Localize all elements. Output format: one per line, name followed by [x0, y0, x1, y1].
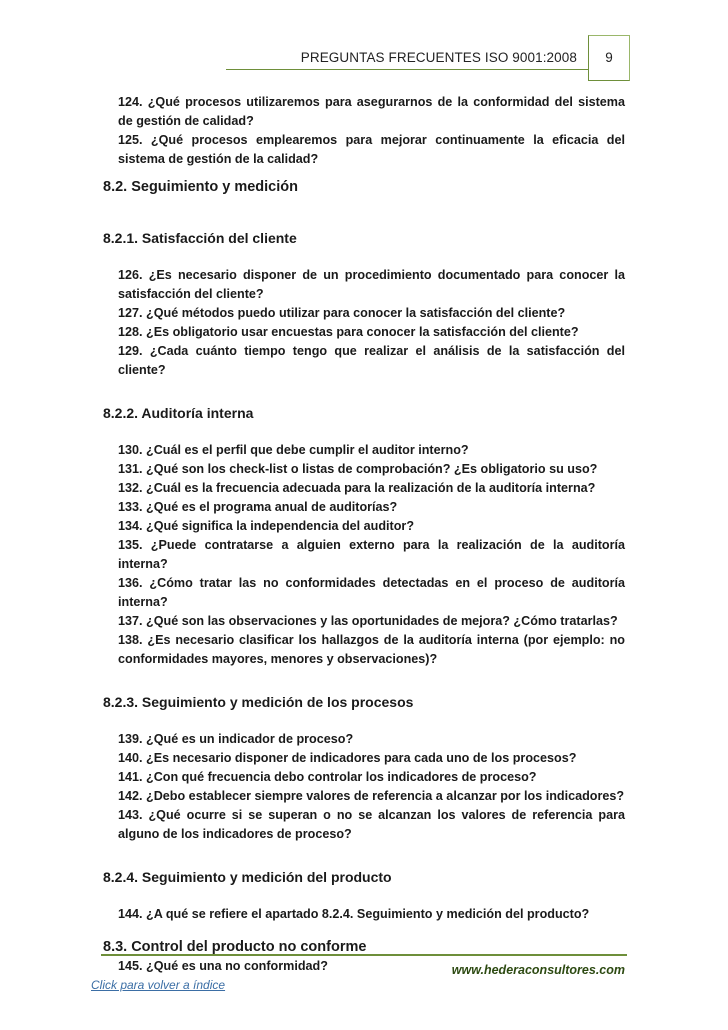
page-number: 9	[588, 35, 630, 81]
heading-8-2-3: 8.2.3. Seguimiento y medición de los procesos	[103, 694, 414, 710]
question-129[interactable]: 129. ¿Cada cuánto tiempo tengo que realizar el análisis de la satisfacción del cliente?	[118, 344, 625, 377]
question-124[interactable]: 124. ¿Qué procesos utilizaremos para asegurarnos de la conformidad del sistema de gestión de calidad?	[118, 95, 625, 128]
heading-8-2-2: 8.2.2. Auditoría interna	[103, 405, 254, 421]
question-134[interactable]: 134. ¿Qué significa la independencia del auditor?	[118, 519, 415, 533]
question-135[interactable]: 135. ¿Puede contratarse a alguien externo para la realización de la auditoría interna?	[118, 538, 625, 571]
question-142[interactable]: 142. ¿Debo establecer siempre valores de referencia a alcanzar por los indicadores?	[118, 789, 625, 803]
footer-website: www.hederaconsultores.com	[451, 963, 625, 977]
question-141[interactable]: 141. ¿Con qué frecuencia debo controlar los indicadores de proceso?	[118, 770, 537, 784]
heading-8-2-4: 8.2.4. Seguimiento y medición del producto	[103, 869, 392, 885]
question-127[interactable]: 127. ¿Qué métodos puedo utilizar para conocer la satisfacción del cliente?	[118, 306, 566, 320]
question-130[interactable]: 130. ¿Cuál es el perfil que debe cumplir el auditor interno?	[118, 443, 469, 457]
header-divider	[226, 69, 588, 70]
question-139[interactable]: 139. ¿Qué es un indicador de proceso?	[118, 732, 354, 746]
question-137[interactable]: 137. ¿Qué son las observaciones y las oportunidades de mejora? ¿Cómo tratarlas?	[118, 614, 618, 628]
question-131[interactable]: 131. ¿Qué son los check-list o listas de comprobación? ¿Es obligatorio su uso?	[118, 462, 598, 476]
footer-divider	[101, 954, 627, 956]
heading-8-2-1: 8.2.1. Satisfacción del cliente	[103, 230, 297, 246]
question-132[interactable]: 132. ¿Cuál es la frecuencia adecuada para la realización de la auditoría interna?	[118, 481, 596, 495]
question-145[interactable]: 145. ¿Qué es una no conformidad?	[118, 959, 328, 973]
question-128[interactable]: 128. ¿Es obligatorio usar encuestas para conocer la satisfacción del cliente?	[118, 325, 579, 339]
back-to-index-link[interactable]: Click para volver a índice	[91, 978, 226, 992]
question-125[interactable]: 125. ¿Qué procesos emplearemos para mejorar continuamente la eficacia del sistema de gestión de la calidad?	[118, 133, 625, 166]
question-136[interactable]: 136. ¿Cómo tratar las no conformidades detectadas en el proceso de auditoría interna?	[118, 576, 625, 609]
question-126[interactable]: 126. ¿Es necesario disponer de un procedimiento documentado para conocer la satisfacción del cliente?	[118, 268, 625, 301]
header-title: PREGUNTAS FRECUENTES ISO 9001:2008	[300, 50, 577, 65]
heading-8-2: 8.2. Seguimiento y medición	[103, 179, 298, 195]
heading-8-3: 8.3. Control del producto no conforme	[103, 939, 367, 955]
question-143[interactable]: 143. ¿Qué ocurre si se superan o no se alcanzan los valores de referencia para alguno de los indicadores de proceso?	[118, 808, 625, 841]
document-body	[103, 93, 625, 976]
question-144[interactable]: 144. ¿A qué se refiere el apartado 8.2.4. Seguimiento y medición del producto?	[118, 907, 590, 921]
question-140[interactable]: 140. ¿Es necesario disponer de indicadores para cada uno de los procesos?	[118, 751, 577, 765]
question-133[interactable]: 133. ¿Qué es el programa anual de auditorías?	[118, 500, 398, 514]
question-138[interactable]: 138. ¿Es necesario clasificar los hallazgos de la auditoría interna (por ejemplo: no conformidades mayores, menores y observaciones)?	[118, 633, 625, 666]
